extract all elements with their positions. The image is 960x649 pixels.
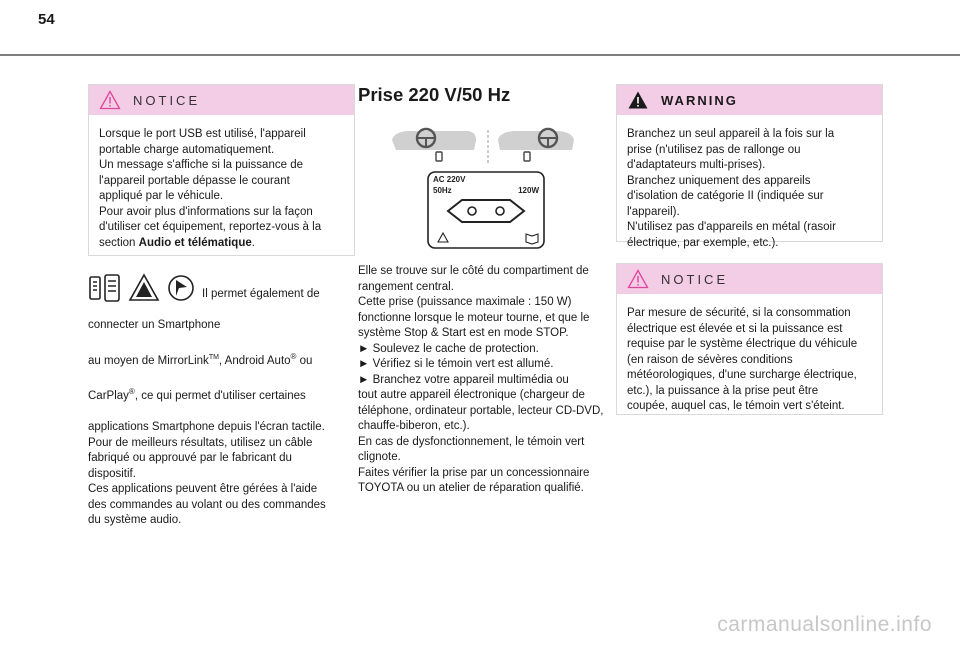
warning-title: WARNING: [661, 92, 738, 108]
registered-mark: ®: [290, 351, 297, 361]
connectivity-icons: [88, 271, 196, 305]
notice-header-2: [617, 264, 882, 294]
notice-title: NOTICE: [133, 92, 201, 108]
right-hand-drive-icon: [498, 129, 574, 161]
notice-title-2: NOTICE: [661, 271, 729, 287]
para-line-c-end: ou: [296, 354, 313, 367]
trademark-mark: TM: [208, 353, 219, 361]
para-line-a: Il permet également de: [202, 287, 320, 300]
notice-triangle-icon-2: [627, 269, 649, 289]
warning-box: [616, 84, 883, 249]
carplay-icon: [166, 273, 196, 303]
left-column: [88, 84, 355, 529]
watermark: carmanualsonline.info: [717, 613, 932, 636]
notice-text-2: Par mesure de sécurité, si la consommation électrique est élevée et si la puissance est requise par le système électrique du véhicule (en raison de sévères conditions météorologiques, d'une surcharge électrique, etc.), la puissance à la prise peut être coupée, auquel cas, le témoin vert s'éteint.: [627, 307, 858, 412]
para-line-d: CarPlay: [88, 390, 129, 403]
para-line-b: connecter un Smartphone: [88, 318, 221, 331]
smartphone-connect-icon: [88, 273, 122, 303]
registered-mark-2: ®: [128, 387, 135, 397]
notice-header: [89, 85, 354, 115]
left-hand-drive-icon: [392, 129, 476, 161]
warning-triangle-icon: [627, 90, 649, 110]
warning-body: [617, 115, 882, 261]
smartphone-paragraph: [88, 271, 355, 529]
socket-illustration: [358, 120, 625, 250]
socket-panel: [428, 172, 544, 248]
notice-body-2: [617, 294, 882, 425]
notice-body: [89, 115, 354, 261]
para-line-c: au moyen de MirrorLink: [88, 354, 209, 367]
para-line-c-mid: , Android Auto: [218, 354, 291, 367]
page-number: 54: [38, 11, 55, 28]
notice-section-link: Audio et télématique: [138, 236, 252, 249]
socket-label-frequency: 50Hz: [433, 186, 452, 195]
android-auto-icon: [128, 273, 160, 303]
para-line-d-end: , ce qui permet d'utiliser certaines: [134, 390, 306, 403]
notice-box-2: [616, 263, 883, 415]
middle-column: [358, 84, 625, 497]
socket-figure-svg: [358, 120, 625, 250]
warning-header: [617, 85, 882, 115]
socket-description-text: Elle se trouve sur le côté du compartiment de rangement central. Cette prise (puissance maximale : 150 W) fonctionne lorsque le moteur tourne, et que le système Stop & Start est en mode STOP. ► Soulevez le cache de protection. ► Vérifiez si le témoin vert est allumé. ► Branchez votre appareil multimédia ou tout autre appareil électronique (chargeur de téléphone, ordinateur portable, lecteur CD-DVD, chauffe-biberon, etc.). En cas de dysfonctionnement, le témoin vert clignote. Faites vérifier la prise par un concessionnaire TOYOTA ou un atelier de réparation qualifié.: [358, 265, 604, 494]
notice-triangle-icon: [99, 90, 121, 110]
socket-description: [358, 264, 625, 497]
notice-box: [88, 84, 355, 256]
socket-label-voltage: AC 220V: [433, 175, 466, 184]
header-rule: [0, 54, 960, 56]
warning-text: Branchez un seul appareil à la fois sur la prise (n'utilisez pas de rallonge ou d'adaptateurs multi-prises). Branchez uniquement des appareils d'isolation de catégorie II (indiquée sur l'appareil). N'utilisez pas d'appareils en métal (rasoir électrique, par exemple, etc.).: [627, 128, 836, 249]
section-title: Prise 220 V/50 Hz: [358, 84, 511, 105]
notice-text: Lorsque le port USB est utilisé, l'appareil portable charge automatiquement. Un message s'affiche si la puissance de l'appareil portable dépasse le courant appliqué par le véhicule. Pour avoir plus d'informations sur la façon d'utiliser cet équipement, reportez-vous à la section: [99, 128, 322, 249]
notice-text-end: .: [251, 236, 255, 249]
para-rest: applications Smartphone depuis l'écran tactile. Pour de meilleurs résultats, utilisez un câble fabriqué ou approuvé par le fabricant du dispositif. Ces applications peuvent être gérées à l'aide des commandes au volant ou des commandes du système audio.: [88, 421, 326, 527]
right-column: [616, 84, 883, 415]
socket-label-power: 120W: [518, 186, 539, 195]
